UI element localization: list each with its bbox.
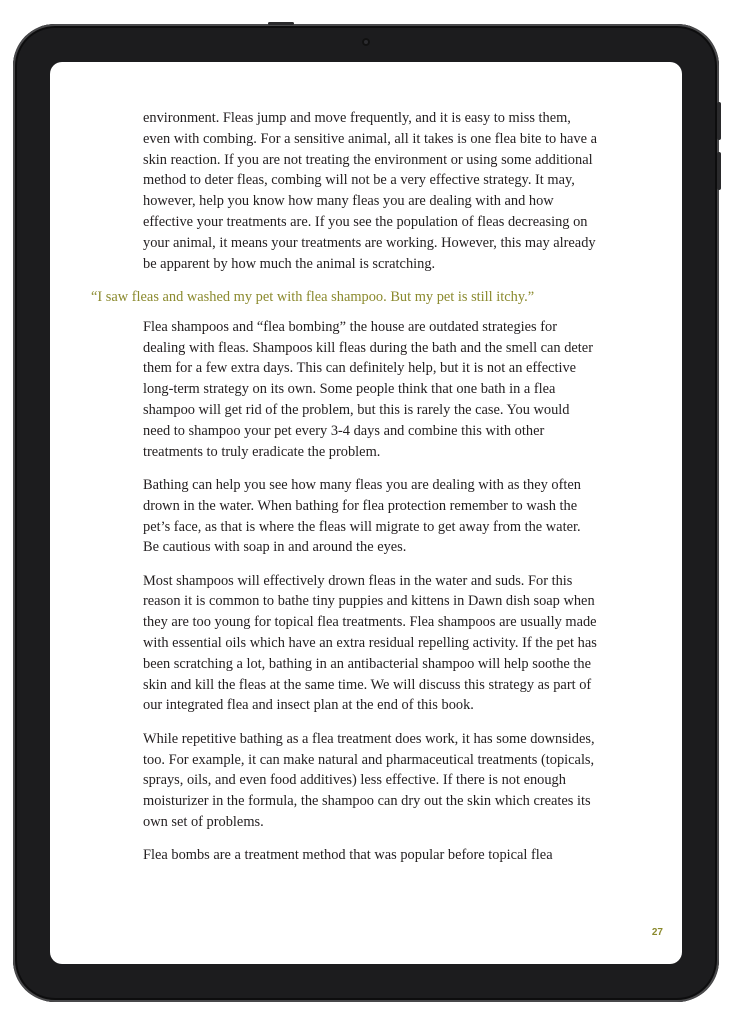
paragraph-flea-shampoos: Flea shampoos and “flea bombing” the house are outdated strategies for dealing with fleas. Shampoos kill fleas during the bath and the smell can deter them for a few extra days. This can definitely help, but it is not an effective long-term strategy on its own. Some people think that one bath in a flea shampoo will get rid of the problem, but this is rarely the case. You would need to shampoo your pet every 3-4 days and combine this with other treatments to truly eradicate the problem. — [143, 318, 593, 460]
ebook-page[interactable] — [50, 62, 682, 964]
paragraph-bathing: Bathing can help you see how many fleas you are dealing with as they often drown in the water. When bathing for flea protection remember to wash the pet’s face, as that is where the fleas will migrate to get away from the water. Be cautious with soap in and around the eyes. — [143, 476, 581, 556]
page-number: 27 — [651, 927, 663, 938]
power-button — [268, 22, 294, 25]
volume-button — [717, 102, 721, 140]
page-content — [50, 108, 682, 879]
camera-icon — [362, 38, 370, 46]
paragraph-environment: environment. Fleas jump and move frequently, and it is easy to miss them, even with combing. For a sensitive animal, all it takes is one flea bite to have a skin reaction. If you are not treating the environment or using some additional method to deter fleas, combing will not be a very effective strategy. It may, however, help you know how many fleas you are dealing with and how effective your treatments are. If you see the population of fleas decreasing on your animal, it means your treatments are working. However, this may already be apparent by how much the animal is scratching. — [143, 110, 597, 272]
volume-button — [717, 152, 721, 190]
paragraph-flea-bombs: Flea bombs are a treatment method that was popular before topical flea — [143, 847, 553, 864]
paragraph-most-shampoos: Most shampoos will effectively drown fleas in the water and suds. For this reason it is common to bathe tiny puppies and kittens in Dawn dish soap when they are too young for topical flea treatments. Flea shampoos are usually made with essential oils which have an extra residual repelling activity. If the pet has been scratching a lot, bathing in an antibacterial shampoo will help soothe the skin and kill the fleas at the same time. We will discuss this strategy as part of our integrated flea and insect plan at the end of this book. — [143, 572, 597, 714]
section-heading-quote: “I saw fleas and washed my pet with flea shampoo. But my pet is still itchy.” — [91, 288, 535, 305]
paragraph-repetitive-bathing: While repetitive bathing as a flea treatment does work, it has some downsides, too. For example, it can make natural and pharmaceutical treatments (topicals, sprays, oils, and even food additives) less effective. If there is not enough moisturizer in the formula, the shampoo can dry out the skin which creates its own set of problems. — [143, 730, 595, 830]
tablet-device — [13, 24, 719, 1002]
